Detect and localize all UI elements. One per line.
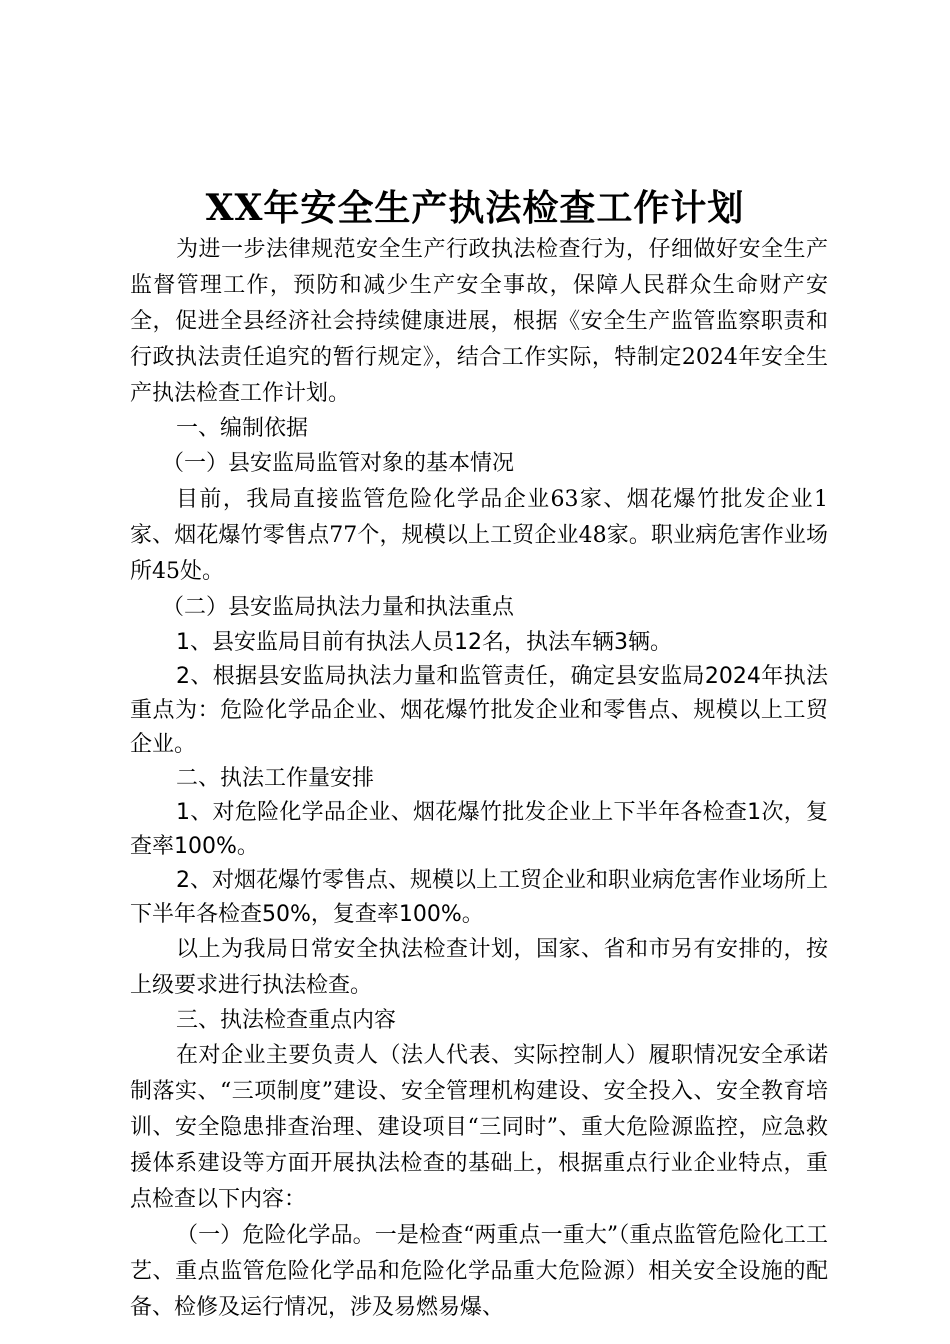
hazardous-chemicals-text: 一是检查“两重点一重大”（重点监管危险化工工艺、重点监管危险化学品和危险化学品重大危险源）相关安全设施的配备、检修及运行情况，涉及易燃易爆、: [130, 1223, 828, 1320]
supervised-objects-paragraph: 目前，我局直接监管危险化学品企业63家、烟花爆竹批发企业1家、烟花爆竹零售点77个，规模以上工贸企业48家。职业病危害作业场所45处。: [130, 487, 828, 584]
subheading-enforcement-force: （二）县安监局执法力量和执法重点: [162, 595, 515, 620]
key-content-intro: 在对企业主要负责人（法人代表、实际控制人）履职情况安全承诺制落实、“三项制度”建设、安全管理机构建设、安全投入、安全教育培训、安全隐患排查治理、建设项目“三同时”、重大危险源监控，应急救援体系建设等方面开展执法检查的基础上，根据重点行业企业特点，重点检查以下内容：: [130, 1043, 828, 1212]
enforcement-item-1: 1、县安监局目前有执法人员12名，执法车辆3辆。: [176, 630, 672, 655]
section-heading-workload: 二、执法工作量安排: [176, 766, 375, 791]
section-heading-basis: 一、编制依据: [176, 416, 309, 441]
section-heading-key-content: 三、执法检查重点内容: [176, 1008, 397, 1033]
enforcement-item-2: 2、根据县安监局执法力量和监管责任，确定县安监局2024年执法重点为：危险化学品企业、烟花爆竹批发企业和零售点、规模以上工贸企业。: [130, 664, 828, 757]
workload-item-2: 2、对烟花爆竹零售点、规模以上工贸企业和职业病危害作业场所上下半年各检查50%，复查率100%。: [130, 868, 828, 927]
hazardous-chemicals-lead: （一）危险化学品。: [176, 1223, 375, 1248]
hazardous-chemicals-paragraph: [130, 1218, 828, 1326]
subheading-supervised-objects: （一）县安监局监管对象的基本情况: [162, 451, 515, 476]
document-title: XX年安全生产执法检查工作计划: [205, 187, 745, 229]
intro-paragraph: 为进一步法律规范安全生产行政执法检查行为，仔细做好安全生产监督管理工作，预防和减少生产安全事故，保障人民群众生命财产安全，促进全县经济社会持续健康进展，根据《安全生产监管监察职责和行政执法责任追究的暂行规定》，结合工作实际，特制定2024年安全生产执法检查工作计划。: [130, 237, 828, 406]
workload-item-1: 1、对危险化学品企业、烟花爆竹批发企业上下半年各检查1次，复查率100%。: [130, 800, 828, 859]
workload-note: 以上为我局日常安全执法检查计划，国家、省和市另有安排的，按上级要求进行执法检查。: [130, 937, 828, 998]
document-body: [130, 232, 828, 1326]
